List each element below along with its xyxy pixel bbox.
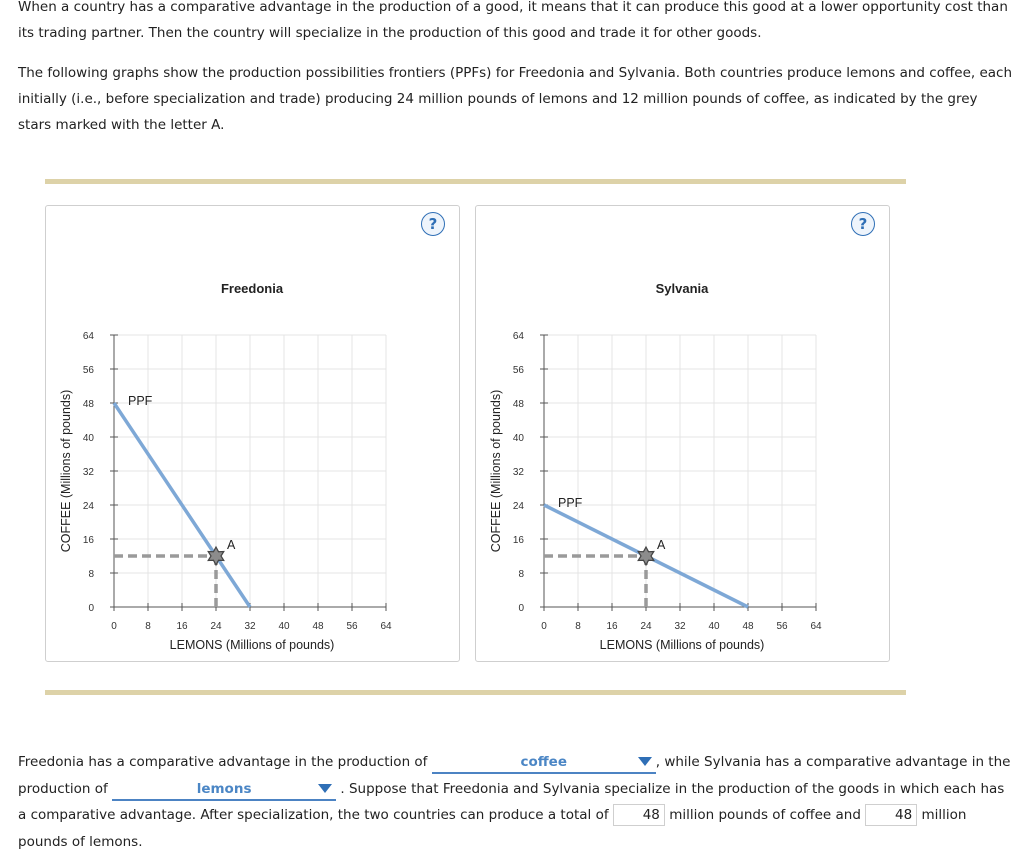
y-tick-label: 0: [88, 603, 94, 614]
x-tick-label: 48: [742, 621, 754, 632]
freedonia-advantage-dropdown[interactable]: [432, 752, 656, 774]
x-tick-label: 16: [176, 621, 188, 632]
x-tick-label: 32: [244, 621, 256, 632]
intro-paragraph-1: When a country has a comparative advantage in the production of a good, it means that it can produce this good at a lower opportunity cost than its trading partner. Then the country will specialize in the production of this good and trade it for other goods.: [18, 0, 1008, 41]
y-tick-label: 8: [88, 569, 94, 580]
y-tick-label: 16: [512, 535, 524, 546]
point-label: A: [657, 538, 666, 552]
y-tick-label: 56: [512, 365, 524, 376]
chart-title: Freedonia: [220, 281, 284, 296]
x-tick-label: 16: [606, 621, 618, 632]
dropdown-arrow-icon: [638, 757, 652, 766]
y-tick-label: 0: [518, 603, 524, 614]
x-axis-label: LEMONS (Millions of pounds): [169, 638, 335, 652]
help-icon[interactable]: ?: [851, 212, 875, 236]
y-axis-label: COFFEE (Millions of pounds): [489, 389, 503, 553]
ppf-label: PPF: [558, 496, 583, 510]
dropdown-selected-value: coffee: [520, 754, 567, 770]
sylvania-advantage-dropdown[interactable]: [112, 779, 336, 801]
y-tick-label: 64: [82, 331, 94, 342]
y-tick-label: 24: [512, 501, 524, 512]
sylvania-ppf-chart: [476, 206, 889, 661]
x-tick-label: 64: [810, 621, 822, 632]
question-text: million pounds of lemons.: [18, 807, 967, 850]
sylvania-graph-panel: [475, 205, 890, 662]
y-tick-label: 24: [82, 501, 94, 512]
question-text: Freedonia has a comparative advantage in the production of: [18, 754, 428, 770]
intro-paragraph-2: The following graphs show the production possibilities frontiers (PPFs) for Freedonia and Sylvania. Both countries produce lemons and coffee, each initially (i.e., before specialization and trade) producing 24 million pounds of lemons and 12 million pounds of coffee, as indicated by the grey stars marked with the letter A.: [18, 65, 1013, 133]
point-label: A: [227, 538, 236, 552]
dropdown-arrow-icon: [318, 784, 332, 793]
question-text: , while Sylvania has a comparative advantage in the production of: [18, 754, 1011, 797]
y-tick-label: 16: [82, 535, 94, 546]
freedonia-ppf-chart: [46, 206, 459, 661]
y-tick-label: 8: [518, 569, 524, 580]
y-tick-label: 48: [82, 399, 94, 410]
x-tick-label: 40: [278, 621, 290, 632]
chart-title: Sylvania: [655, 281, 709, 296]
y-tick-label: 64: [512, 331, 524, 342]
question-text: . Suppose that Freedonia and Sylvania specialize in the production of the goods in which each has a comparative advantage. After specialization, the two countries can produce a total of: [18, 780, 1005, 823]
y-tick-label: 40: [512, 433, 524, 444]
y-tick-label: 40: [82, 433, 94, 444]
y-axis-label: COFFEE (Millions of pounds): [59, 389, 73, 553]
total-lemons-input[interactable]: 48: [865, 804, 917, 826]
y-tick-label: 56: [82, 365, 94, 376]
point-star-marker: [638, 547, 654, 565]
x-tick-label: 8: [575, 621, 581, 632]
divider-bottom: [45, 690, 906, 695]
x-tick-label: 24: [640, 621, 652, 632]
x-tick-label: 64: [380, 621, 392, 632]
y-tick-label: 48: [512, 399, 524, 410]
question-text: million pounds of coffee and: [669, 807, 861, 823]
x-axis-label: LEMONS (Millions of pounds): [599, 638, 765, 652]
freedonia-graph-panel: [45, 205, 460, 662]
x-tick-label: 56: [346, 621, 358, 632]
ppf-label: PPF: [128, 394, 153, 408]
x-tick-label: 48: [312, 621, 324, 632]
y-tick-label: 32: [82, 467, 94, 478]
x-tick-label: 32: [674, 621, 686, 632]
question-paragraph: [18, 749, 1014, 855]
x-tick-label: 24: [210, 621, 222, 632]
y-tick-label: 32: [512, 467, 524, 478]
help-icon[interactable]: ?: [421, 212, 445, 236]
x-tick-label: 40: [708, 621, 720, 632]
divider-top: [45, 179, 906, 184]
x-tick-label: 0: [541, 621, 547, 632]
x-tick-label: 8: [145, 621, 151, 632]
dropdown-selected-value: lemons: [196, 780, 252, 797]
total-coffee-input[interactable]: 48: [613, 804, 665, 826]
x-tick-label: 0: [111, 621, 117, 632]
x-tick-label: 56: [776, 621, 788, 632]
